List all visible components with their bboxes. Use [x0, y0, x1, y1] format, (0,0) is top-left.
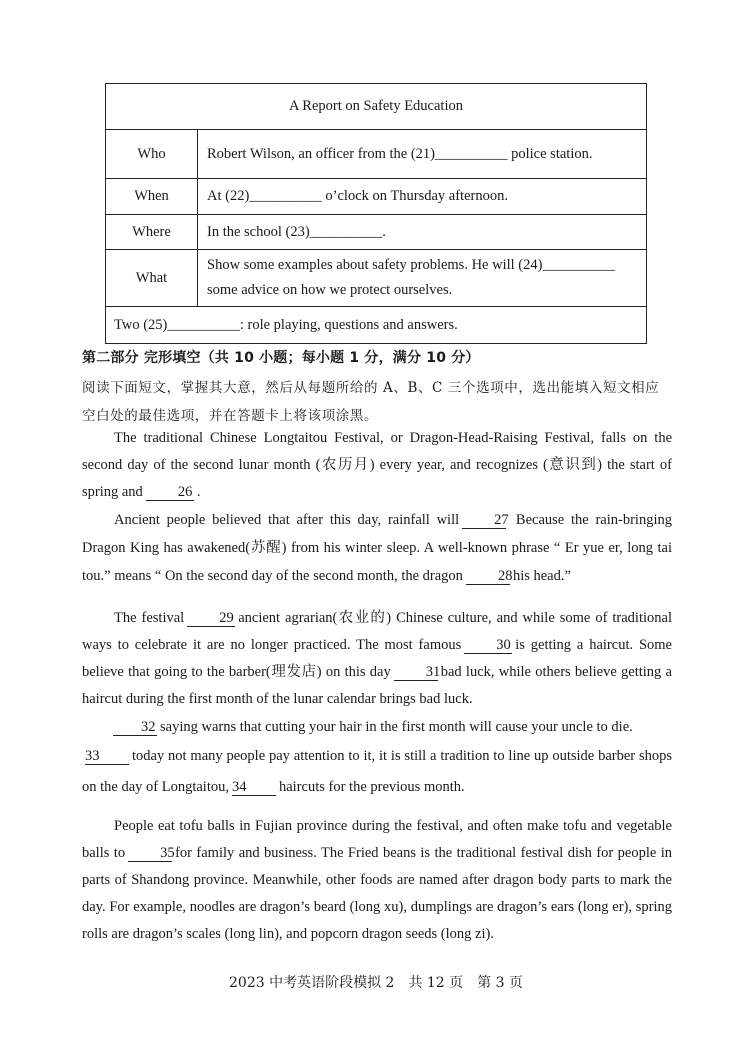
safety-report-table: [105, 83, 647, 344]
blank-29: 29: [187, 610, 235, 627]
paragraph-4: 32 saying warns that cutting your hair in the first month will cause your uncle to die. 33 today not many people pay attention to it, it is still a tradition to line up outside barber shops on the day of Longtaitou, 34 haircuts for the previous month.: [82, 719, 672, 795]
row-content-who: Robert Wilson, an officer from the (21)__________ police station.: [198, 130, 647, 179]
blank-32: 32: [113, 719, 157, 736]
row-content-what: Show some examples about safety problems. He will (24)__________ some advice on how we protect ourselves.: [198, 250, 647, 307]
paragraph-2: Ancient people believed that after this day, rainfall will 27 Because the rain-bringing Dragon King has awakened(苏醒) from his winter sleep. A well-known phrase “ Er yue er, long tai tou.” means “ On the second day of the second month, the dragon 28his head.”: [82, 512, 672, 584]
row-content-footer: Two (25)__________: role playing, questions and answers.: [106, 307, 647, 344]
section-heading: 第二部分 完形填空（共 10 小题；每小题 1 分，满分 10 分）: [82, 350, 480, 366]
blank-34: 34: [232, 779, 276, 796]
report-row-where: [106, 215, 647, 250]
row-label-what: What: [106, 250, 198, 307]
blank-23: __________: [309, 223, 383, 240]
blank-35: 35: [128, 845, 172, 862]
blank-33: 33: [85, 748, 129, 765]
row-label-where: Where: [106, 215, 198, 250]
row-content-when: At (22)__________ o’clock on Thursday afternoon.: [198, 179, 647, 215]
row-content-where: In the school (23)__________.: [198, 215, 647, 250]
paragraph-1: The traditional Chinese Longtaitou Festival, or Dragon-Head-Raising Festival, falls on the second day of the second lunar month (农历月) every year, and recognizes (意识到) the start of spring and 26 .: [82, 430, 672, 500]
blank-22: __________: [249, 188, 322, 204]
blank-24: __________: [542, 257, 615, 273]
report-title: A Report on Safety Education: [106, 84, 647, 130]
report-row-who: [106, 130, 647, 179]
blank-21: __________: [435, 145, 508, 162]
report-row-footer: [106, 307, 647, 344]
blank-26: 26: [146, 484, 194, 501]
paragraph-5: People eat tofu balls in Fujian province during the festival, and often make tofu and vegetable balls to 35for family and business. The Fried beans is the traditional festival dish for people in parts of Shandong province. Meanwhile, other foods are named after dragon body parts to mark the day. For example, noodles are dragon’s beard (long xu), dumplings are dragon’s ears (long er), spring rolls are dragon’s scales (long lin), and popcorn dragon seeds (long zi).: [82, 818, 672, 942]
row-label-who: Who: [106, 130, 198, 179]
report-row-what: [106, 250, 647, 307]
paragraph-3: The festival 29 ancient agrarian(农业的) Chinese culture, and while some of traditional ways to celebrate it are no longer practiced. The most famous 30 is getting a haircut. Some believe that going to the barber(理发店) on this day 31bad luck, while others believe getting a haircut during the first month of the lunar calendar brings bad luck.: [82, 610, 672, 707]
blank-31: 31: [394, 664, 438, 681]
report-row-when: [106, 179, 647, 215]
blank-28: 28: [466, 568, 510, 585]
blank-30: 30: [464, 637, 512, 654]
blank-25: __________: [167, 316, 240, 333]
blank-27: 27: [462, 512, 506, 529]
section-instructions: 阅读下面短文，掌握其大意，然后从每题所给的 A、B、C 三个选项中，选出能填入短文相应空白处的最佳选项，并在答题卡上将该项涂黑。: [82, 380, 660, 424]
page-footer: 2023 中考英语阶段模拟 2 共 12 页 第 3 页: [229, 975, 523, 991]
row-label-when: When: [106, 179, 198, 215]
